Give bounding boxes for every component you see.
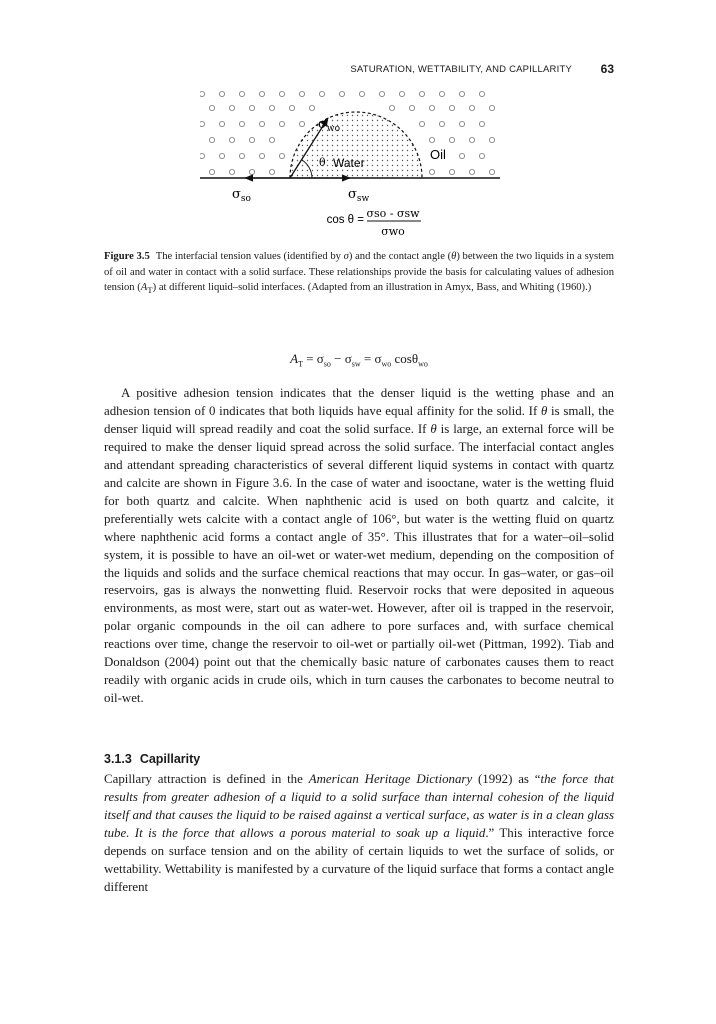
oil-bubble [239, 153, 244, 158]
p2-text-c: .” This interactive force depends on surface tension and on the ability of certain liquids to wet the surface of solids, or wettability. Wettability is manifested by a curvature of the liquid surface that forms a contact angle different [104, 825, 614, 894]
oil-bubble [459, 91, 464, 96]
oil-bubble [239, 121, 244, 126]
oil-bubble [289, 105, 294, 110]
p1-text-a: A positive adhesion tension indicates that the denser liquid is the wetting phase and an adhesion tension of 0 indicates that both liquids have equal affinity for the solid. If [104, 386, 614, 418]
p1-theta-2: θ [430, 421, 437, 436]
oil-bubble [389, 105, 394, 110]
eq-rest-4: cosθ [391, 351, 419, 366]
oil-bubble [479, 121, 484, 126]
oil-bubble [200, 153, 205, 158]
oil-bubble [309, 105, 314, 110]
oil-bubble [249, 169, 254, 174]
caption-text-1: The interfacial tension values (identified by [155, 251, 344, 262]
adhesion-tension-equation [104, 351, 614, 369]
caption-sigma: σ [343, 251, 349, 262]
p1-theta-1: θ [540, 403, 548, 418]
oil-bubble [409, 105, 414, 110]
running-head [104, 62, 614, 80]
oil-bubble [339, 91, 344, 96]
oil-bubble [279, 121, 284, 126]
oil-bubble [469, 137, 474, 142]
caption-text-2: ) and the contact angle ( [348, 251, 452, 262]
oil-bubble [229, 137, 234, 142]
oil-bubble [259, 121, 264, 126]
oil-bubble [449, 137, 454, 142]
oil-bubble [459, 153, 464, 158]
caption-theta: θ [451, 251, 457, 262]
oil-label: Oil [430, 147, 446, 162]
p2-text-b: (1992) as “ [472, 772, 541, 786]
eq-wo-2: wo [418, 359, 428, 369]
oil-bubble [479, 153, 484, 158]
oil-bubble [200, 91, 205, 96]
caption-label: Figure 3.5 [104, 251, 150, 262]
body-paragraph-2 [104, 771, 614, 897]
eq-so: so [323, 359, 331, 369]
oil-bubble [319, 91, 324, 96]
oil-bubble [439, 121, 444, 126]
formula-lhs: cos θ = [326, 214, 364, 226]
oil-bubble [269, 105, 274, 110]
oil-bubble [239, 91, 244, 96]
oil-bubble [399, 91, 404, 96]
caption-at-sub: T [147, 285, 153, 296]
oil-bubble [259, 153, 264, 158]
eq-rest-1: = σ [302, 351, 324, 366]
oil-bubble [269, 169, 274, 174]
oil-bubble [449, 105, 454, 110]
eq-a-sub: T [298, 359, 303, 369]
oil-bubble [429, 105, 434, 110]
body-paragraph-1 [104, 385, 614, 708]
oil-bubble [259, 91, 264, 96]
oil-bubble [429, 169, 434, 174]
oil-bubble [439, 91, 444, 96]
figure-3-5 [200, 88, 520, 250]
oil-bubble [200, 121, 205, 126]
oil-bubble [469, 105, 474, 110]
formula-denominator: σwo [381, 225, 405, 238]
oil-bubble [269, 137, 274, 142]
eq-sw: sw [351, 359, 361, 369]
oil-bubble [489, 137, 494, 142]
p2-text-a: Capillary attraction is defined in the [104, 772, 309, 786]
p1-text-c: is large, an external force will be required to make the denser liquid spread across the solid surface. The interfacial contact angles and attendant spreading characteristics of several different liquid systems in contact with quartz and calcite are shown in Figure 3.6. In the case of water and isooctane, water is the wetting fluid for both quartz and calcite. When naphthenic acid is used on both quartz and calcite, it preferentially wets calcite with a contact angle of 106°, but water is the wetting fluid on quartz where naphthenic acid forms a contact angle of 35°. This illustrates that for a water–oil–solid system, it is possible to have an oil-wet or water-wet medium, depending on the composition of the liquids and solids and the surface chemical reactions that may occur. In gas–water, or gas–oil reservoirs, gas is always the nonwetting fluid. Reservoir rocks that were deposited in aqueous environments, as most were, start out as water-wet. However, after oil is trapped in the reservoir, polar organic compounds in the oil can adhere to pore surfaces and, with surface chemical reactions over time, change the reservoir to oil-wet or partially oil-wet (Pittman, 1992). Tiab and Donaldson (2004) point out that the chemically basic nature of carbonates causes them to react readily with organic acids in crude oils, which in turn causes the carbonates to become neutral to oil-wet. [104, 421, 615, 706]
oil-bubble [229, 105, 234, 110]
oil-bubble [489, 105, 494, 110]
oil-bubble [449, 169, 454, 174]
oil-bubble [209, 137, 214, 142]
oil-bubble [219, 153, 224, 158]
oil-bubble [419, 121, 424, 126]
oil-bubble [299, 121, 304, 126]
running-head-title: SATURATION, WETTABILITY, AND CAPILLARITY [350, 64, 572, 75]
eq-rest-3: = σ [360, 351, 382, 366]
oil-bubble [229, 169, 234, 174]
oil-bubble [379, 91, 384, 96]
oil-bubble [299, 91, 304, 96]
oil-bubble [209, 169, 214, 174]
page-number: 63 [600, 62, 614, 76]
sigma-so-label: $\sigma_{so}$ [232, 187, 251, 204]
oil-bubble [489, 169, 494, 174]
caption-text-3: ) between the two liquids in a system of oil and water in contact with a solid surface. These relationships provide the basis for calculating values of adhesion tension ( [104, 251, 614, 294]
water-label: Water [333, 156, 365, 170]
oil-bubble [209, 105, 214, 110]
eq-a: A [290, 351, 299, 366]
oil-bubble [459, 121, 464, 126]
p2-quote: the force that results from greater adhesion of a liquid to a solid surface than internal cohesion of the liquid itself and that causes the liquid to be raised against a vertical surface, as water is in a clean glass tube. It is the force that allows a porous material to soak up a liquid [104, 772, 614, 840]
oil-bubble [419, 91, 424, 96]
oil-bubble [279, 153, 284, 158]
formula-numerator: σso - σsw [366, 207, 420, 220]
eq-rest-2: − σ [330, 351, 352, 366]
sigma-wo-label: $\sigma_{wo}$ [318, 117, 340, 134]
figure-diagram [200, 88, 520, 250]
oil-bubble [469, 169, 474, 174]
p2-dictionary: American Heritage Dictionary [308, 772, 473, 786]
oil-bubble [429, 137, 434, 142]
theta-label: θ [319, 156, 326, 169]
caption-text-4: ) at different liquid–solid interfaces. (Adapted from an illustration in Amyx, Bass, and Whiting (1960).) [152, 282, 592, 294]
section-number: 3.1.3 [104, 752, 132, 766]
p1-text-b: is small, the denser liquid will spread readily and coat the solid surface. If [104, 403, 614, 436]
oil-bubble [219, 121, 224, 126]
section-title: Capillarity [139, 752, 201, 766]
oil-bubble [359, 91, 364, 96]
oil-bubble [479, 91, 484, 96]
figure-caption [104, 249, 614, 299]
section-heading [104, 752, 200, 766]
eq-wo: wo [381, 359, 392, 369]
oil-bubble [249, 105, 254, 110]
sigma-sw-label: $\sigma_{sw}$ [348, 187, 370, 204]
oil-bubble [249, 137, 254, 142]
caption-at: A [140, 282, 148, 294]
oil-bubble [219, 91, 224, 96]
oil-bubble [279, 91, 284, 96]
